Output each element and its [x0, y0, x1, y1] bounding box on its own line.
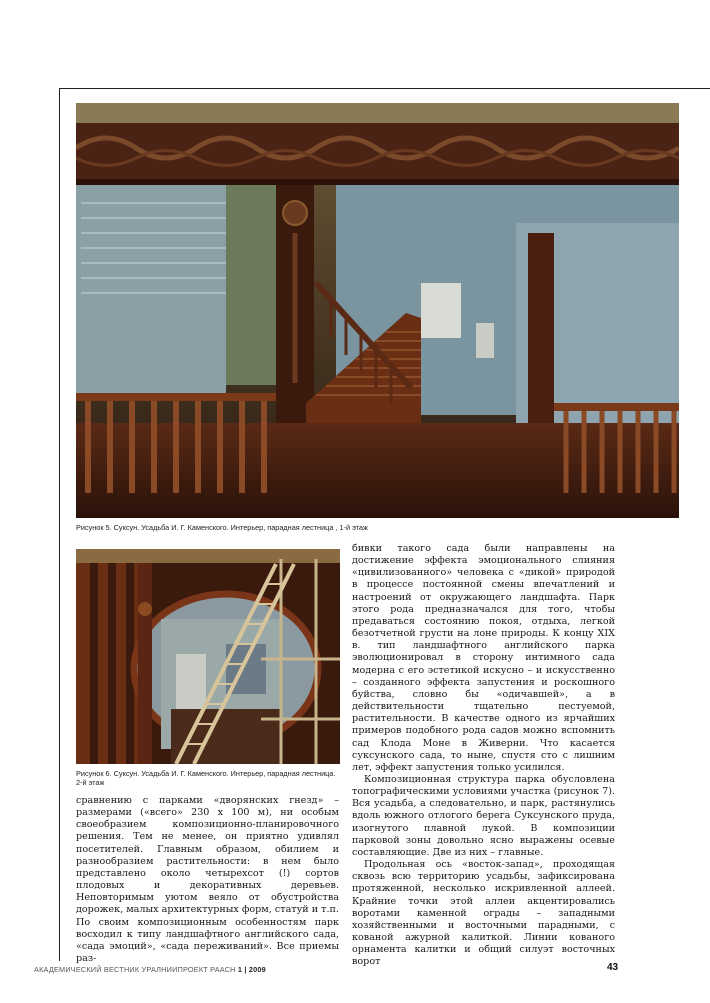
text-column-left	[76, 795, 339, 965]
journal-title: АКАДЕМИЧЕСКИЙ ВЕСТНИК УРАЛНИИПРОЕКТ РААСН	[34, 965, 236, 974]
text-column-right	[352, 543, 615, 968]
page-frame-top-rule	[59, 88, 710, 89]
figure-5-caption: Рисунок 5. Суксун. Усадьба И. Г. Каменского. Интерьер, парадная лестница , 1-й этаж	[76, 523, 368, 532]
figure-6-caption: Рисунок 6. Суксун. Усадьба И. Г. Каменского. Интерьер, парадная лестница. 2-й этаж	[76, 769, 336, 788]
paragraph: сравнению с парками «дворянских гнезд» – размерами («всего» 230 х 100 м), ни особым своеобразием композиционно-планировочного решения. Тем не менее, он приятно удивлял посетителей. Главным образом, обилием и разнообразием растительности: в нем было представлено около четырехсот (!) сортов плодовых и декоративных деревьев. Неповторимым уютом веяло от обустройства дорожек, малых архитектурных форм, статуй и т.п. По своим композиционным особенностям парк восходил к типу ландшафтного английского сада, «сада эмоций», «сада переживаний». Все приемы раз-	[76, 795, 339, 965]
running-footer	[34, 965, 266, 974]
page-number: 43	[607, 962, 619, 973]
paragraph: Продольная ось «восток-запад», проходящая сквозь всю территорию усадьбы, зафиксирована протяженной, несколько искривленной аллеей. Крайние точки этой аллеи акцентировались воротами каменной ограды – западными хозяйственными и восточными парадными, с кованой ажурной калиткой. Линии кованого орнамента калитки и общий силуэт восточных ворот	[352, 859, 615, 968]
paragraph: бивки такого сада были направлены на достижение эффекта эмоционального слияния «цивилизованного» человека с «дикой» природой в процессе постоянной смены впечатлений и настроений от окружающего ландшафта. Парк этого рода предназначался для того, чтобы предаваться состоянию покоя, отдыха, легкой безотчетной грусти на лоне природы. К концу XIX в. тип ландшафтного английского парка эволюционировал в сторону интимного сада модерна с его эстетикой искусно – и искусственно – созданного эффекта запустения и роскошного буйства, словно бы «одичавшей», а в действительности тщательно пестуемой, растительности. В качестве одного из ярчайших примеров подобного рода садов можно вспомнить сад Клода Моне в Живерни. Что касается суксунского сада, то ныне, спустя сто с лишним лет, эффект запустения только усилился.	[352, 543, 615, 773]
figure-5-photo	[76, 103, 679, 518]
figure-6-photo	[76, 549, 340, 764]
page-frame-left-rule	[59, 88, 60, 961]
issue-number: 1 | 2009	[237, 965, 266, 974]
paragraph: Композиционная структура парка обусловлена топографическими условиями участка (рисунок 7). Вся усадьба, а следовательно, и парк, растянулись вдоль южного отлогого берега Суксунского пруда, изогнутого плавной лукой. В композиции парковой зоны довольно ясно выражены осевые составляющие. Две из них – главные.	[352, 773, 615, 858]
